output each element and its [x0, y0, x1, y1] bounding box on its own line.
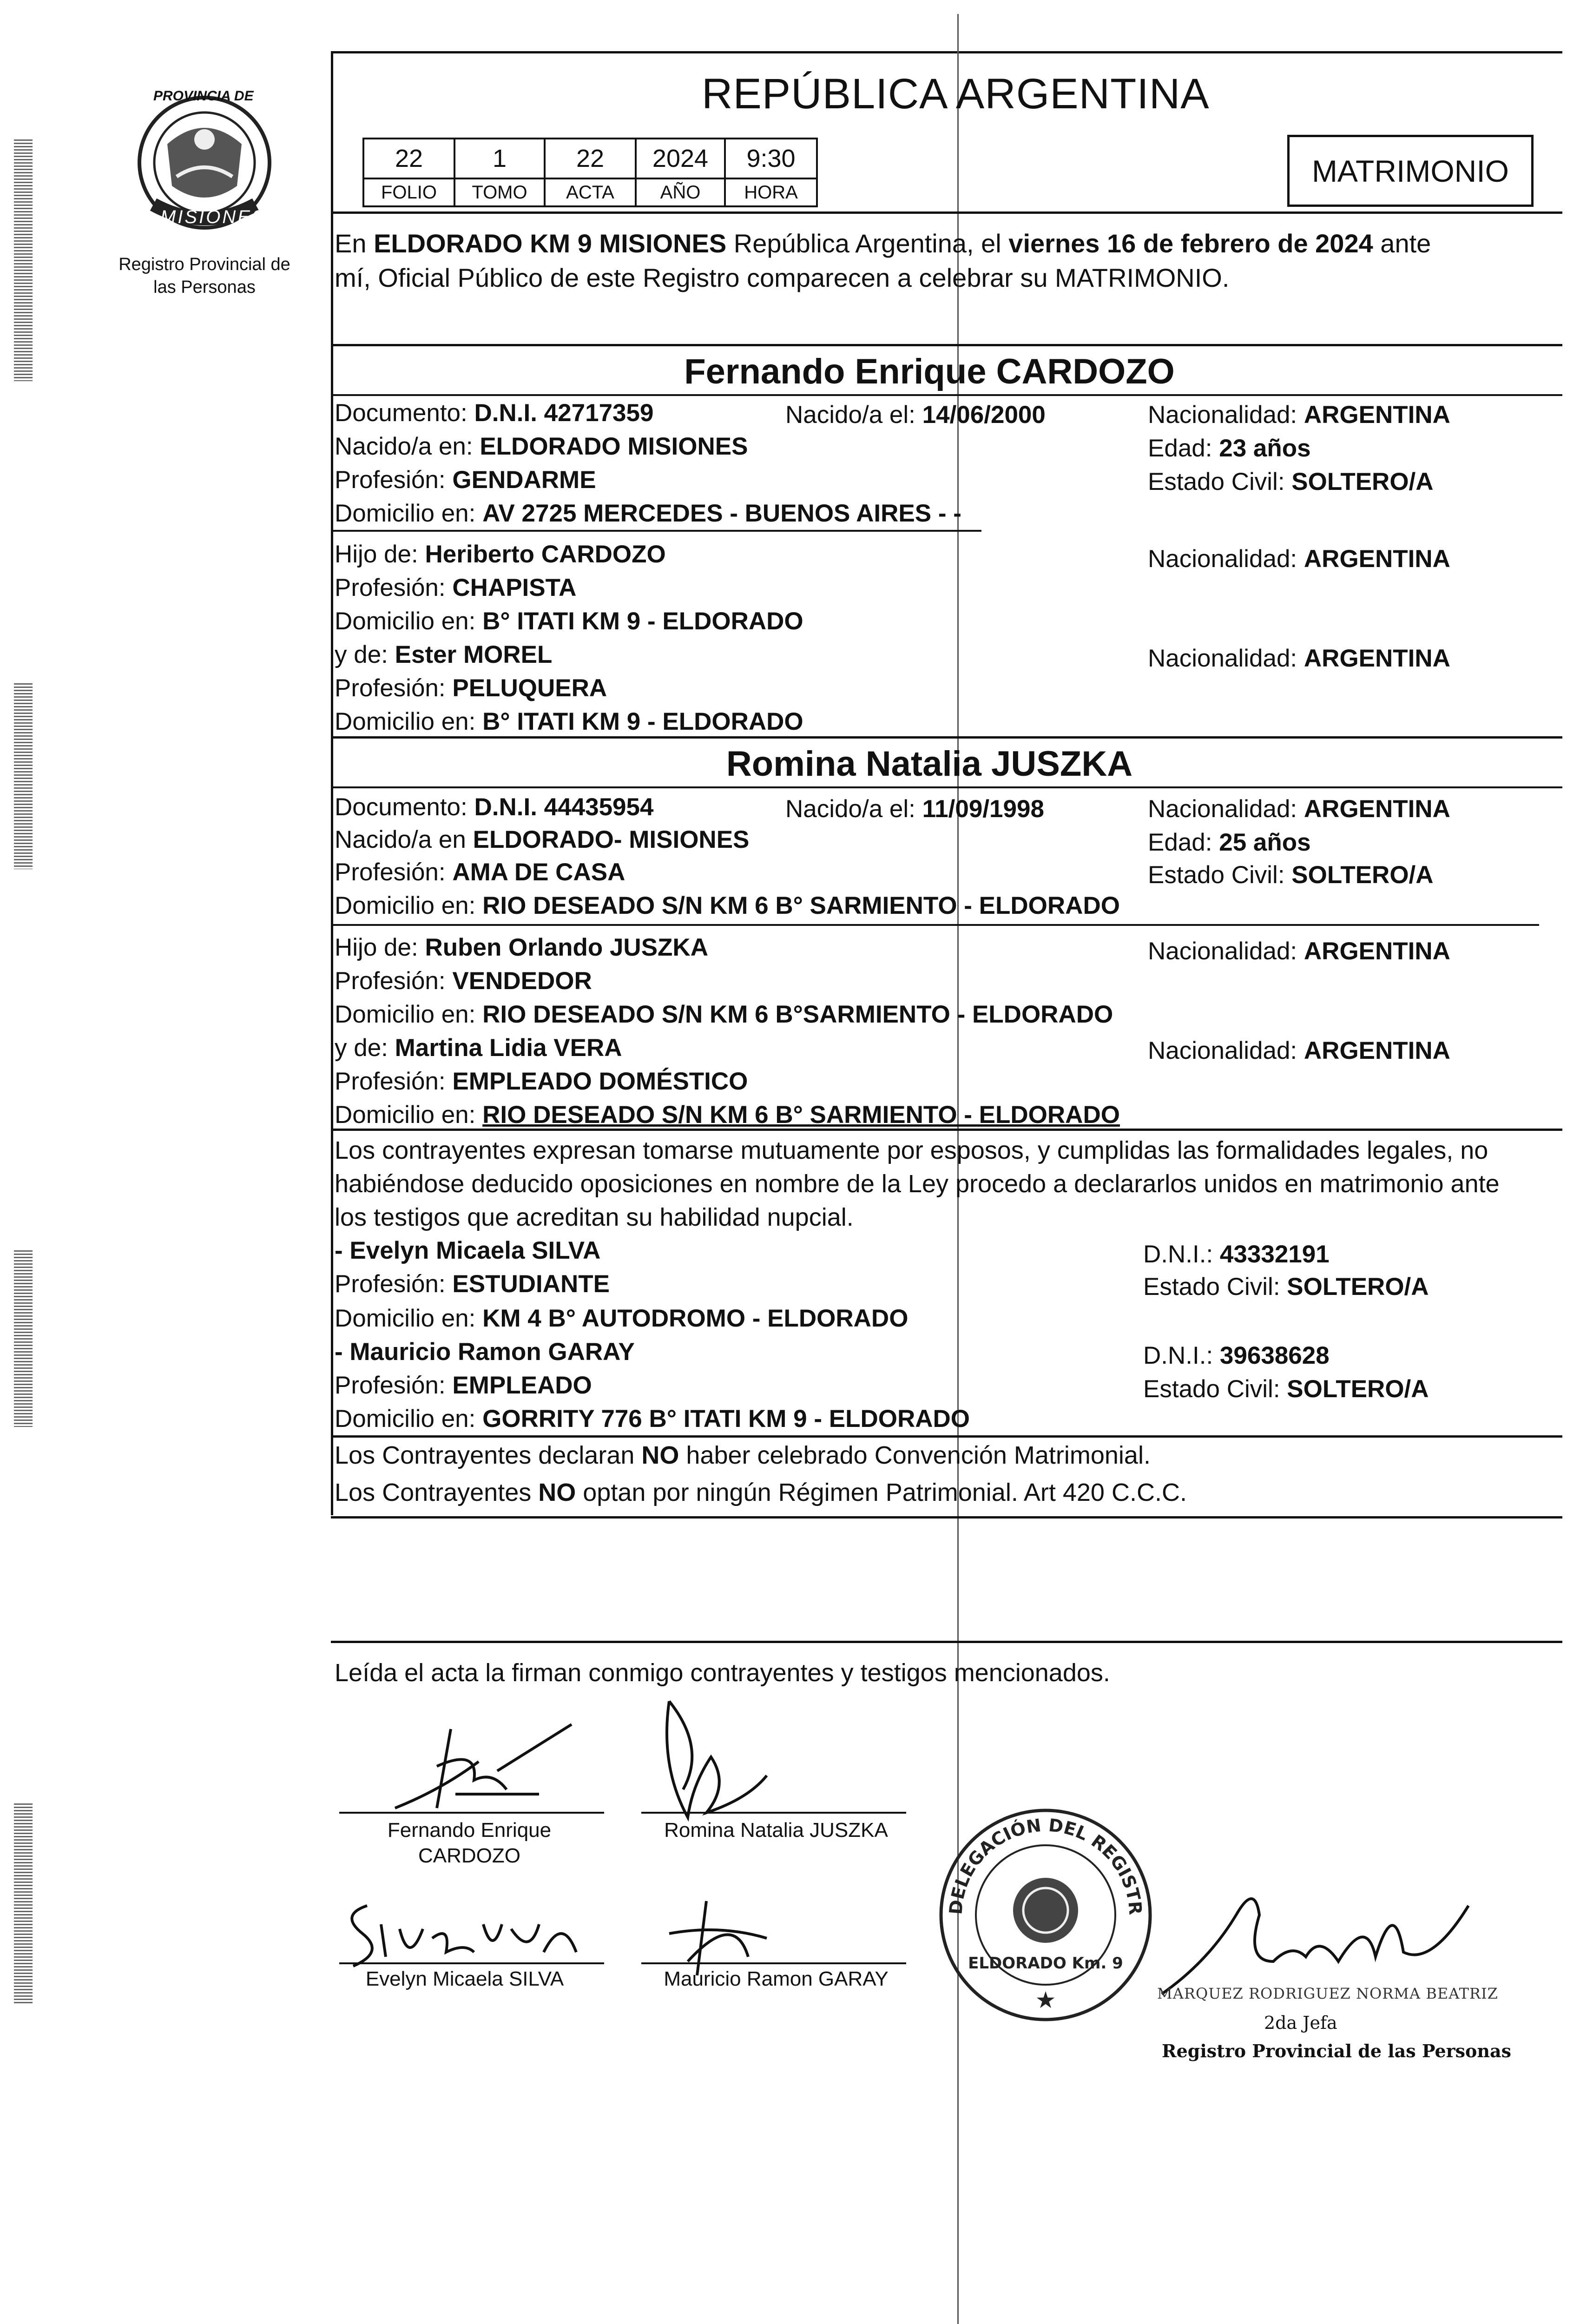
- groom-born: Nacido/a el: 14/06/2000: [785, 401, 1046, 429]
- groom-divider: [331, 530, 981, 532]
- signature-witness-1: [344, 1896, 586, 1980]
- groom-age: Edad: 23 años: [1148, 435, 1311, 462]
- stamp-text: DELEGACIÓN DEL REGISTR: [945, 1815, 1146, 1916]
- tomo-label: TOMO: [454, 179, 546, 207]
- registry-stamp: [934, 1803, 1157, 2027]
- bride-doc: Documento: D.N.I. 44435954: [335, 793, 654, 821]
- intro-line-2: mí, Oficial Público de este Registro comparecen a celebrar su MATRIMONIO.: [335, 263, 1230, 292]
- frame-left: [331, 51, 333, 1515]
- groom-father-profession: Profesión: CHAPISTA: [335, 574, 577, 601]
- scan-artifact: [14, 139, 33, 381]
- bride-born: Nacido/a el: 11/09/1998: [785, 795, 1044, 823]
- section-divider: [331, 1435, 1562, 1438]
- ano-value: 2024: [635, 138, 726, 179]
- bride-mother-address: Domicilio en: RIO DESEADO S/N KM 6 B° SARMIENTO - ELDORADO: [335, 1101, 1120, 1129]
- groom-address: Domicilio en: AV 2725 MERCEDES - BUENOS AIRES - -: [335, 500, 961, 527]
- section-divider: [331, 736, 1562, 739]
- groom-birthplace: Nacido/a en: ELDORADO MISIONES: [335, 433, 748, 460]
- bride-name: Romina Natalia JUSZKA: [726, 744, 1133, 784]
- groom-father-address: Domicilio en: B° ITATI KM 9 - ELDORADO: [335, 607, 803, 635]
- bride-mother-profession: Profesión: EMPLEADO DOMÉSTICO: [335, 1068, 748, 1095]
- witness-1-address: Domicilio en: KM 4 B° AUTODROMO - ELDORADO: [335, 1305, 908, 1332]
- signature-label-bride: Romina Natalia JUSZKA: [664, 1819, 888, 1842]
- declaration-line-3: los testigos que acreditan su habilidad nupcial.: [335, 1203, 854, 1231]
- bride-divider: [331, 924, 1539, 926]
- groom-profession: Profesión: GENDARME: [335, 466, 596, 494]
- groom-mother-nationality: Nacionalidad: ARGENTINA: [1148, 645, 1450, 672]
- acta-label: ACTA: [544, 179, 637, 207]
- official-role: 2da Jefa: [1264, 2013, 1337, 2033]
- witness-1-civil-status: Estado Civil: SOLTERO/A: [1143, 1273, 1429, 1301]
- folio-value: 22: [362, 138, 455, 179]
- witness-2-profession: Profesión: EMPLEADO: [335, 1372, 592, 1399]
- groom-father-nationality: Nacionalidad: ARGENTINA: [1148, 545, 1450, 573]
- bride-father-address: Domicilio en: RIO DESEADO S/N KM 6 B°SARMIENTO - ELDORADO: [335, 1001, 1113, 1028]
- declaration-line-2: habiéndose deducido oposiciones en nombre de la Ley procedo a declararlos unidos en matrimonio ante: [335, 1170, 1500, 1198]
- official-office: Registro Provincial de las Personas: [1162, 2040, 1512, 2061]
- bride-birthplace: Nacido/a en ELDORADO- MISIONES: [335, 826, 750, 853]
- frame-top: [331, 51, 1562, 53]
- witness-1-profession: Profesión: ESTUDIANTE: [335, 1270, 610, 1298]
- bride-civil-status: Estado Civil: SOLTERO/A: [1148, 861, 1434, 889]
- section-divider: [331, 344, 1562, 346]
- intro-date: viernes 16 de febrero de 2024: [1008, 229, 1373, 258]
- witness-2-address: Domicilio en: GORRITY 776 B° ITATI KM 9 - ELDORADO: [335, 1405, 970, 1433]
- registry-label: Registro Provincial de las Personas: [118, 255, 290, 297]
- closing-statement: Leída el acta la firman conmigo contrayentes y testigos mencionados.: [335, 1659, 1110, 1687]
- stamp-place: ELDORADO Km. 9: [968, 1954, 1123, 1973]
- witness-1-name: - Evelyn Micaela SILVA: [335, 1237, 601, 1264]
- seal-top-text: PROVINCIA DE: [153, 88, 254, 104]
- groom-mother: y de: Ester MOREL: [335, 641, 553, 668]
- groom-name-underline: [331, 394, 1562, 396]
- acta-value: 22: [544, 138, 637, 179]
- bride-nationality: Nacionalidad: ARGENTINA: [1148, 795, 1450, 823]
- groom-civil-status: Estado Civil: SOLTERO/A: [1148, 468, 1434, 495]
- witness-2-name: - Mauricio Ramon GARAY: [335, 1338, 635, 1366]
- official-name: MARQUEZ RODRIGUEZ NORMA BEATRIZ: [1157, 1985, 1498, 2002]
- signature-label-witness-1: Evelyn Micaela SILVA: [365, 1967, 564, 1990]
- groom-nationality: Nacionalidad: ARGENTINA: [1148, 401, 1450, 429]
- signature-groom: [386, 1720, 581, 1822]
- hora-value: 9:30: [724, 138, 818, 179]
- bride-profession: Profesión: AMA DE CASA: [335, 858, 625, 886]
- witness-2-civil-status: Estado Civil: SOLTERO/A: [1143, 1375, 1429, 1403]
- witness-1-dni: D.N.I.: 43332191: [1143, 1241, 1330, 1268]
- bride-father-nationality: Nacionalidad: ARGENTINA: [1148, 938, 1450, 965]
- bride-name-underline: [331, 786, 1562, 788]
- bride-mother: y de: Martina Lidia VERA: [335, 1034, 622, 1062]
- bride-mother-nationality: Nacionalidad: ARGENTINA: [1148, 1037, 1450, 1064]
- intro-place: ELDORADO KM 9 MISIONES: [374, 229, 727, 258]
- country-title: REPÚBLICA ARGENTINA: [702, 70, 1210, 118]
- signature-official: [1152, 1887, 1478, 1999]
- header-divider: [331, 211, 1562, 214]
- groom-father: Hijo de: Heriberto CARDOZO: [335, 541, 666, 568]
- note-convention: Los Contrayentes declaran NO haber celebrado Convención Matrimonial.: [335, 1441, 1151, 1469]
- signature-bride: [641, 1692, 781, 1831]
- intro-line-1: En ELDORADO KM 9 MISIONES República Argentina, el viernes 16 de febrero de 2024 ante: [335, 229, 1431, 258]
- groom-doc: Documento: D.N.I. 42717359: [335, 399, 654, 427]
- groom-name: Fernando Enrique CARDOZO: [684, 352, 1175, 391]
- signature-label-groom: Fernando Enrique CARDOZO: [387, 1819, 552, 1867]
- witness-2-dni: D.N.I.: 39638628: [1143, 1342, 1330, 1369]
- scan-artifact: [14, 1803, 33, 2003]
- tomo-value: 1: [454, 138, 546, 179]
- act-type-box: MATRIMONIO: [1287, 135, 1534, 207]
- section-divider: [331, 1129, 1562, 1131]
- section-divider: [331, 1516, 1562, 1519]
- signature-label-witness-2: Mauricio Ramon GARAY: [664, 1967, 889, 1990]
- declaration-line-1: Los contrayentes expresan tomarse mutuamente por esposos, y cumplidas las formalidades legales, no: [335, 1136, 1488, 1164]
- stamp-star-icon: ★: [1035, 1987, 1056, 2013]
- bride-address: Domicilio en: RIO DESEADO S/N KM 6 B° SARMIENTO - ELDORADO: [335, 892, 1120, 919]
- ano-label: AÑO: [635, 179, 726, 207]
- note-regime: Los Contrayentes NO optan por ningún Régimen Patrimonial. Art 420 C.C.C.: [335, 1479, 1187, 1506]
- bride-age: Edad: 25 años: [1148, 829, 1311, 856]
- groom-mother-profession: Profesión: PELUQUERA: [335, 674, 607, 702]
- bride-father-profession: Profesión: VENDEDOR: [335, 967, 592, 995]
- bride-father: Hijo de: Ruben Orlando JUSZKA: [335, 934, 708, 961]
- section-divider: [331, 1641, 1562, 1643]
- scan-artifact: [14, 1250, 33, 1427]
- seal-bottom-text: MISIONES: [160, 207, 266, 227]
- hora-label: HORA: [724, 179, 818, 207]
- signature-witness-2: [651, 1896, 790, 1980]
- folio-label: FOLIO: [362, 179, 455, 207]
- groom-mother-address: Domicilio en: B° ITATI KM 9 - ELDORADO: [335, 708, 803, 735]
- scan-artifact: [14, 683, 33, 869]
